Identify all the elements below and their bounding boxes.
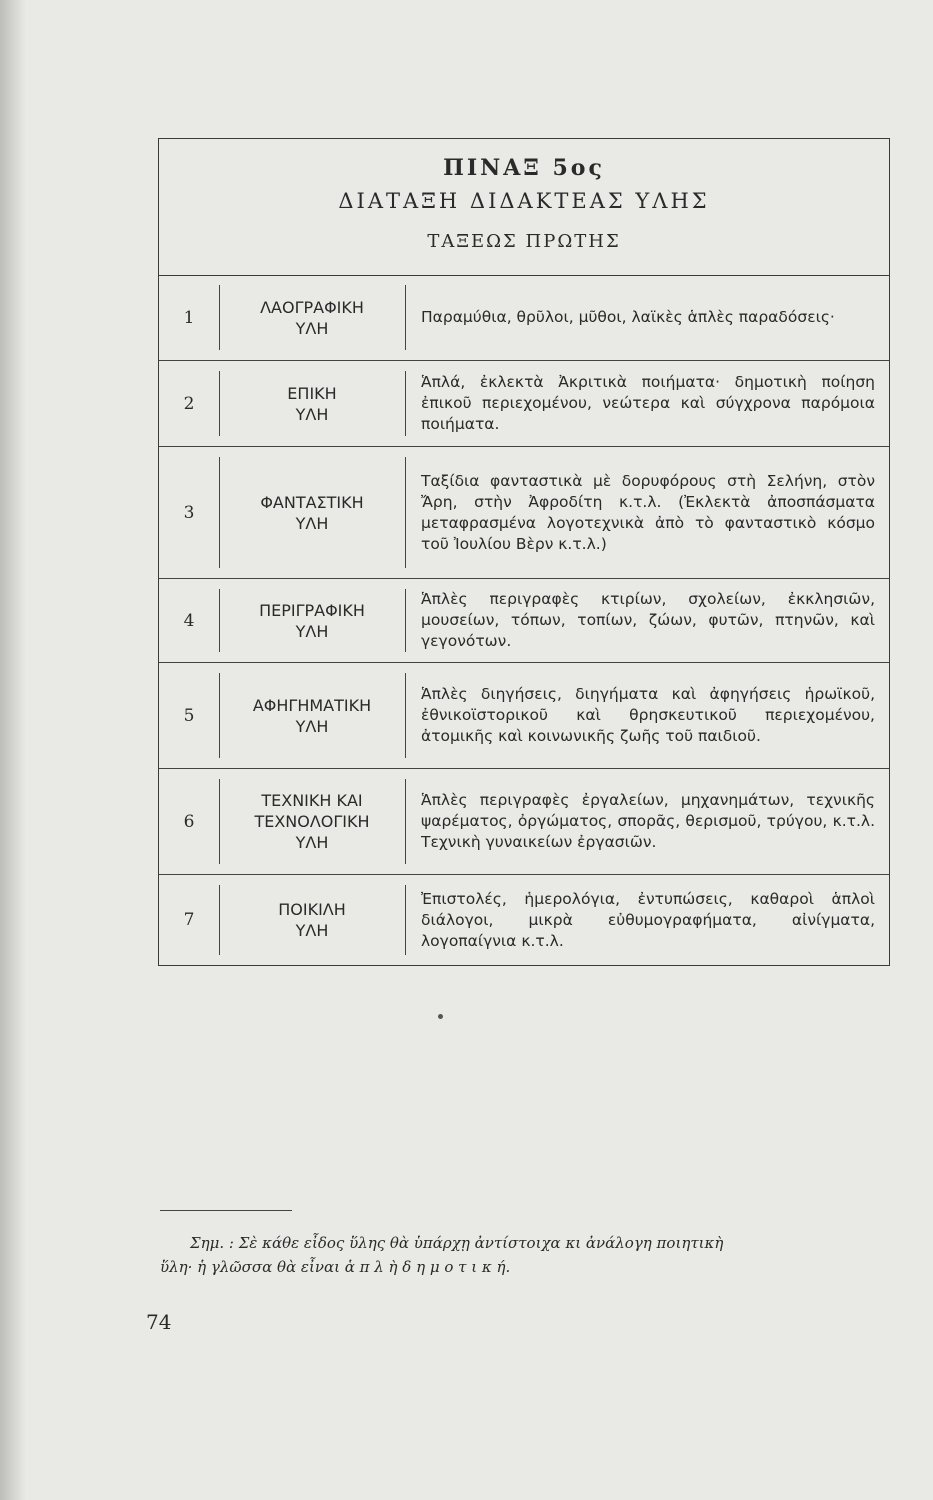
table-row — [159, 275, 889, 361]
row-description: Ἁπλὲς περιγραφὲς ἐργαλείων, μηχανημάτων, τεχνικῆς ψαρέματος, ὀργώματος, σπορᾶς, θερισμοῦ, τρύγου, κ.τ.λ. Τεχνικὴ γυναικείων ἐργασιῶν. — [421, 791, 875, 851]
category-line: ΦΑΝΤΑΣΤΙΚΗ — [260, 492, 364, 512]
curriculum-table — [158, 138, 890, 966]
row-number: 1 — [183, 307, 195, 328]
row-description: Ἁπλά, ἐκλεκτὰ Ἀκριτικὰ ποιήματα· δημοτικὴ ποίηση ἐπικοῦ περιεχομένου, νεώτερα καὶ σύγχρονα παρόμοια ποιήματα. — [421, 373, 875, 433]
column-divider — [405, 285, 406, 350]
row-category — [221, 875, 403, 965]
column-divider — [405, 457, 406, 568]
column-divider — [219, 673, 220, 758]
row-description: Ἁπλὲς περιγραφὲς κτιρίων, σχολείων, ἐκκλησιῶν, μουσείων, τόπων, τοπίων, ζώων, φυτῶν, πτηνῶν, καὶ γεγονότων. — [421, 590, 875, 650]
footnote-rule — [160, 1210, 292, 1211]
page-number: 74 — [146, 1310, 172, 1334]
category-line: ΥΛΗ — [295, 921, 329, 940]
column-divider — [405, 371, 406, 436]
table-row — [159, 769, 889, 875]
table-row — [159, 579, 889, 663]
row-number: 7 — [183, 910, 195, 930]
category-line: ΛΑΟΓΡΑΦΙΚΗ — [260, 297, 364, 317]
category-line: ΥΛΗ — [295, 513, 329, 533]
column-divider — [405, 673, 406, 758]
row-description: Ταξίδια φανταστικὰ μὲ δορυφόρους στὴ Σελήνη, στὸν Ἄρη, στὴν Ἀφροδίτη κ.τ.λ. (Ἐκλεκτὰ ἀποσπάσματα μεταφρασμένα λογοτεχνικὰ ἀπὸ τὸ φανταστικὸ κόσμο τοῦ Ἰουλίου Βὲρν κ.τ.λ.) — [421, 471, 875, 553]
column-divider — [219, 779, 220, 864]
footnote-line-2: ὕλη· ἡ γλῶσσα θὰ εἶναι ἁ π λ ὴ δ η μ ο τ ι κ ή. — [160, 1258, 511, 1276]
row-number: 3 — [183, 502, 195, 523]
column-divider — [219, 457, 220, 568]
table-title: ΠΙΝΑΞ 5ος — [443, 155, 605, 181]
column-divider — [405, 589, 406, 652]
table-subtitle: ΔΙΑΤΑΞΗ ΔΙΔΑΚΤΕΑΣ ΥΛΗΣ — [338, 189, 710, 213]
category-line: ΥΛΗ — [295, 404, 329, 424]
category-line: ΠΟΙΚΙΛΗ — [278, 900, 346, 919]
stray-mark — [438, 1014, 443, 1019]
column-divider — [219, 285, 220, 350]
category-line: ΥΛΗ — [295, 716, 329, 736]
category-line: ΤΕΧΝΙΚΗ ΚΑΙ — [261, 791, 363, 810]
category-line: ΥΛΗ — [295, 318, 329, 338]
row-description: Ἁπλὲς διηγήσεις, διηγήματα καὶ ἀφηγήσεις ἡρωϊκοῦ, ἐθνικοϊστορικοῦ καὶ θρησκευτικοῦ περιεχομένου, ἀτομικῆς καὶ κοινωνικῆς ζωῆς τοῦ παιδιοῦ. — [421, 685, 875, 745]
row-description: Ἐπιστολές, ἡμερολόγια, ἐντυπώσεις, καθαροὶ ἁπλοὶ διάλογοι, μικρὰ εὐθυμογραφήματα, αἰνίγματα, λογοπαίγνια κ.τ.λ. — [421, 889, 875, 950]
category-line: ΥΛΗ — [295, 621, 329, 641]
row-number: 5 — [183, 705, 195, 726]
column-divider — [405, 779, 406, 864]
table-row — [159, 875, 889, 965]
category-line: ΠΕΡΙΓΡΑΦΙΚΗ — [259, 600, 365, 620]
footnote-line-1: Σημ. : Σὲ κάθε εἶδος ὕλης θὰ ὑπάρχῃ ἀντίστοιχα κι ἀνάλογη ποιητικὴ — [190, 1234, 724, 1252]
category-line: ΤΕΧΝΟΛΟΓΙΚΗ — [254, 812, 370, 831]
column-divider — [219, 589, 220, 652]
category-line: ΕΠΙΚΗ — [287, 383, 337, 403]
row-number: 4 — [183, 610, 195, 631]
row-number: 2 — [183, 393, 195, 414]
table-row — [159, 447, 889, 579]
row-category — [221, 447, 403, 578]
table-row — [159, 361, 889, 447]
column-divider — [219, 885, 220, 955]
table-row — [159, 663, 889, 769]
column-divider — [405, 885, 406, 955]
column-divider — [219, 371, 220, 436]
row-category — [221, 769, 403, 874]
row-category — [221, 663, 403, 768]
row-number: 6 — [183, 811, 195, 832]
table-header — [159, 139, 889, 276]
category-line: ΥΛΗ — [295, 833, 329, 852]
row-category — [221, 361, 403, 446]
page-edge — [0, 0, 26, 1500]
row-category — [221, 275, 403, 360]
category-line: ΑΦΗΓΗΜΑΤΙΚΗ — [252, 695, 372, 715]
row-description: Παραμύθια, θρῦλοι, μῦθοι, λαϊκὲς ἁπλὲς παραδόσεις· — [421, 308, 835, 326]
table-class-line: ΤΑΞΕΩΣ ΠΡΩΤΗΣ — [427, 231, 621, 252]
row-category — [221, 579, 403, 662]
